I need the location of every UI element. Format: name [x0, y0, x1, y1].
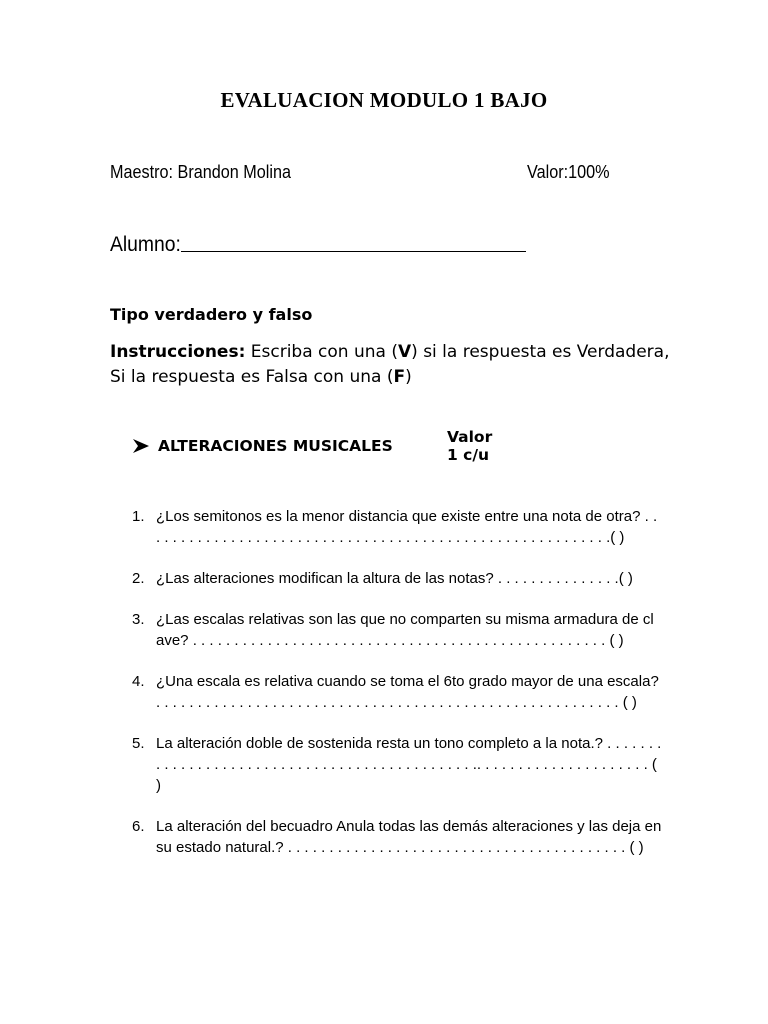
arrow-bullet-icon [132, 438, 150, 454]
student-field [110, 233, 526, 257]
question-text: ¿Las alteraciones modifican la altura de las notas? . . . . . . . . . . . . . . .( ) [156, 570, 633, 587]
question-number: 5. [132, 735, 145, 752]
instructions-text-2: ) si la respuesta es Verdadera, Si la respuesta es Falsa con una ( [110, 342, 670, 387]
instructions [110, 340, 670, 390]
exam-title: EVALUACION MODULO 1 BAJO [220, 88, 548, 112]
question-text: La alteración doble de sostenida resta un tono completo a la nota.? . . . . . . . . . . . . . . . . . . . . . . . . . . . . . . . . . . . . . . . . . . . . . .. . . . . . . . . . . . . . . . . . . . . ( ) [156, 735, 662, 794]
question-item [132, 568, 662, 589]
section-title: Tipo verdadero y falso [110, 305, 313, 324]
question-item [132, 609, 662, 651]
instructions-label: Instrucciones: [110, 342, 246, 362]
question-number: 1. [132, 508, 145, 525]
subheading-label: ALTERACIONES MUSICALES [158, 437, 393, 455]
question-text: ¿Los semitonos es la menor distancia que existe entre una nota de otra? . . . . . . . . . . . . . . . . . . . . . . . . . . . . . . . . . . . . . . . . . . . . . . . . . . . . . . . . .( ) [156, 508, 658, 546]
question-number: 2. [132, 570, 145, 587]
question-item [132, 733, 662, 796]
question-number: 3. [132, 611, 145, 628]
student-name-line [181, 251, 526, 252]
exam-value: Valor:100% [527, 162, 610, 182]
question-text: ¿Una escala es relativa cuando se toma el 6to grado mayor de una escala? . . . . . . . . . . . . . . . . . . . . . . . . . . . . . . . . . . . . . . . . . . . . . . . . . . . . . . . . ( ) [156, 673, 659, 711]
question-text: ¿Las escalas relativas son las que no comparten su misma armadura de clave? . . . . . . . . . . . . . . . . . . . . . . . . . . . . . . . . . . . . . . . . . . . . . . . . . . ( ) [156, 611, 654, 649]
true-mark: V [397, 342, 412, 362]
question-text: La alteración del becuadro Anula todas las demás alteraciones y las deja en su estado natural.? . . . . . . . . . . . . . . . . . . . . . . . . . . . . . . . . . . . . . . . . . ( ) [156, 818, 662, 856]
student-label: Alumno: [110, 233, 181, 256]
false-mark: F [393, 367, 406, 387]
question-item [132, 506, 662, 548]
subheading-value: Valor 1 c/u [447, 428, 493, 464]
instructions-text-1: Escriba con una ( [245, 342, 398, 362]
question-number: 6. [132, 818, 145, 835]
question-item [132, 671, 662, 713]
instructions-text-3: ) [405, 367, 412, 387]
question-item [132, 816, 662, 858]
teacher-name: Maestro: Brandon Molina [110, 162, 291, 182]
subheading [132, 428, 493, 464]
question-number: 4. [132, 673, 145, 690]
question-list [132, 506, 662, 858]
